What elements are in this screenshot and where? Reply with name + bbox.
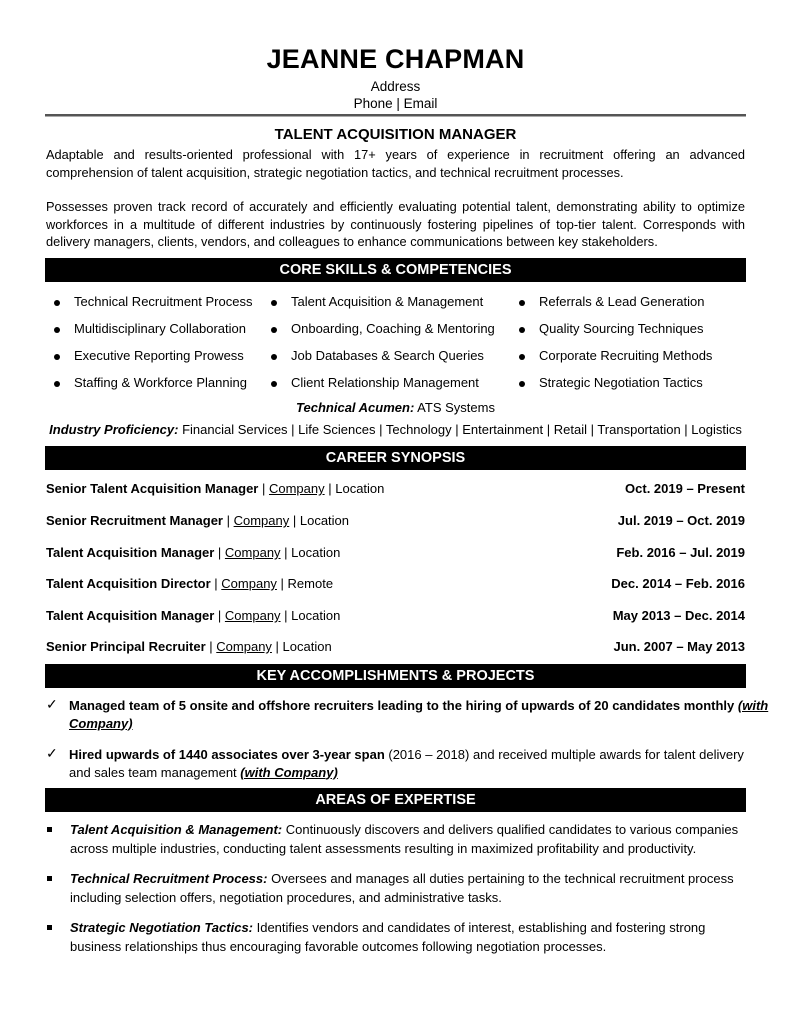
accomplishment-line — [69, 715, 745, 733]
summary-line: comprehension of talent acquisition, strategic negotiation tactics, and technical recruitment processes. — [46, 164, 624, 180]
expertise-item — [70, 919, 746, 956]
accomplishment-detail: (2016 – 2018) and received multiple awards for talent delivery — [384, 747, 744, 762]
expertise-text: across multiple industries, conducting talent assessments resulting in maximized profitability and productivity. — [70, 840, 697, 856]
skill-label: Multidisciplinary Collaboration — [74, 321, 246, 336]
bullet-icon — [54, 381, 60, 387]
square-bullet-icon — [47, 876, 52, 881]
skill-label: Staffing & Workforce Planning — [74, 375, 247, 390]
summary-paragraph-1 — [46, 146, 745, 181]
expertise-label: Strategic Negotiation Tactics: — [70, 920, 253, 935]
section-heading-core-skills: CORE SKILLS & COMPETENCIES — [45, 258, 746, 282]
bullet-icon — [519, 381, 525, 387]
job-info — [46, 513, 349, 529]
bullet-icon — [271, 354, 277, 360]
job-location: Location — [282, 639, 332, 654]
skill-label: Onboarding, Coaching & Mentoring — [291, 321, 495, 336]
skill-label: Talent Acquisition & Management — [291, 294, 484, 309]
job-row — [46, 576, 745, 592]
company-link[interactable]: Company — [221, 576, 277, 591]
separator: | — [280, 608, 292, 623]
address-line: Address — [370, 79, 421, 94]
accomplishment-text: Hired upwards of 1440 associates over 3-year span — [69, 747, 385, 762]
job-row — [46, 608, 745, 624]
summary-paragraph-2 — [46, 198, 745, 251]
company-link[interactable]: Company — [224, 608, 281, 623]
skill-item — [271, 321, 495, 337]
company-tag: (with — [737, 698, 769, 713]
job-row — [46, 639, 745, 655]
job-info — [46, 639, 332, 655]
expertise-item — [70, 821, 746, 858]
job-dates: May 2013 – Dec. 2014 — [612, 608, 745, 623]
bullet-icon — [271, 381, 277, 387]
expertise-text: business relationships thus encouraging favorable outcomes following negotiation processes. — [70, 938, 607, 954]
accomplishment-detail: and sales team management — [69, 764, 241, 780]
expertise-line — [70, 821, 746, 840]
job-location: Location — [291, 545, 341, 560]
bullet-icon — [271, 327, 277, 333]
job-location: Location — [335, 481, 385, 496]
technical-acumen-label: Technical Acumen: — [296, 400, 415, 415]
bullet-icon — [519, 300, 525, 306]
separator: | — [280, 545, 292, 560]
accomplishment-text: Managed team of 5 onsite and offshore recruiters leading to the hiring of upwards of 20 candidates monthly — [69, 698, 738, 713]
job-title: Senior Talent Acquisition Manager — [46, 481, 259, 496]
separator: | — [214, 608, 225, 623]
summary-line: workforces in a multitude of different industries by continuously fostering pipelines of top-tier talent. Corresponds with — [46, 216, 745, 232]
bullet-icon — [54, 300, 60, 306]
summary-line: Possesses proven track record of accurately and efficiently evaluating potential talent, demonstrating ability to optimize — [46, 199, 745, 214]
skill-label: Quality Sourcing Techniques — [539, 321, 704, 336]
job-info — [46, 576, 333, 592]
accomplishment-item — [69, 697, 769, 732]
company-link[interactable]: Company — [224, 545, 281, 560]
expertise-item — [70, 870, 746, 907]
separator: | — [271, 639, 283, 654]
accomplishment-line — [69, 764, 745, 782]
job-title: Talent Acquisition Director — [46, 576, 211, 591]
skill-item — [271, 348, 484, 364]
job-row — [46, 513, 745, 529]
separator: | — [214, 545, 225, 560]
skill-label: Job Databases & Search Queries — [291, 348, 484, 363]
skill-label: Client Relationship Management — [291, 375, 479, 390]
industry-proficiency — [0, 422, 791, 437]
job-info — [46, 608, 340, 624]
job-location: Location — [299, 513, 350, 528]
company-tag: Company) — [69, 715, 133, 731]
bullet-icon — [54, 327, 60, 333]
checkmark-icon: ✓ — [46, 745, 58, 761]
job-location: Remote — [287, 576, 334, 591]
skill-label: Corporate Recruiting Methods — [539, 348, 713, 363]
expertise-label: Talent Acquisition & Management: — [70, 822, 283, 837]
accomplishment-line — [69, 746, 745, 764]
separator: | — [258, 481, 269, 496]
job-title: Senior Recruitment Manager — [46, 513, 223, 528]
bullet-icon — [271, 300, 277, 306]
separator: | — [223, 513, 234, 528]
separator: | — [205, 639, 217, 654]
company-link[interactable]: Company — [216, 639, 272, 654]
skill-item — [271, 375, 479, 391]
job-dates: Jun. 2007 – May 2013 — [613, 639, 745, 654]
section-heading-accomplishments: KEY ACCOMPLISHMENTS & PROJECTS — [45, 664, 746, 688]
expertise-line — [70, 870, 746, 889]
job-title: Senior Principal Recruiter — [46, 639, 206, 654]
bullet-icon — [54, 354, 60, 360]
job-dates: Jul. 2019 – Oct. 2019 — [617, 513, 745, 528]
industry-proficiency-value: Financial Services | Life Sciences | Technology | Entertainment | Retail | Transportation | Logistics — [178, 422, 742, 437]
company-tag: (with Company) — [240, 764, 338, 780]
skill-item — [54, 294, 252, 310]
job-dates: Feb. 2016 – Jul. 2019 — [616, 545, 745, 560]
job-title: Talent Acquisition Manager — [46, 545, 215, 560]
expertise-text: Continuously discovers and delivers qualified candidates to various companies — [282, 822, 739, 837]
phone-email-line: Phone | Email — [353, 96, 438, 111]
square-bullet-icon — [47, 925, 52, 930]
skill-label: Referrals & Lead Generation — [539, 294, 705, 309]
job-info — [46, 481, 384, 497]
job-row — [46, 545, 745, 561]
checkmark-icon: ✓ — [46, 696, 58, 712]
header-divider — [45, 114, 746, 117]
technical-acumen — [0, 400, 791, 415]
company-link[interactable]: Company — [268, 481, 325, 496]
separator: | — [210, 576, 222, 591]
skill-label: Strategic Negotiation Tactics — [539, 375, 703, 390]
accomplishment-line — [69, 697, 769, 715]
summary-line: Adaptable and results-oriented professional with 17+ years of experience in recruitment offering an advanced — [46, 147, 745, 162]
job-info — [46, 545, 340, 561]
bullet-icon — [519, 327, 525, 333]
job-dates: Oct. 2019 – Present — [625, 481, 745, 496]
expertise-label: Technical Recruitment Process: — [70, 871, 268, 886]
separator: | — [324, 481, 336, 496]
professional-title: TALENT ACQUISITION MANAGER — [274, 126, 517, 143]
bullet-icon — [519, 354, 525, 360]
skill-label: Technical Recruitment Process — [74, 294, 253, 309]
job-title: Talent Acquisition Manager — [46, 608, 215, 623]
candidate-name: JEANNE CHAPMAN — [266, 44, 525, 74]
skill-item — [54, 348, 244, 364]
job-dates: Dec. 2014 – Feb. 2016 — [611, 576, 745, 591]
skill-label: Executive Reporting Prowess — [74, 348, 244, 363]
summary-line: delivery managers, clients, vendors, and colleagues to enhance communications between key stakeholders. — [46, 234, 658, 249]
skill-item — [519, 375, 703, 391]
job-row — [46, 481, 745, 497]
industry-proficiency-label: Industry Proficiency: — [49, 422, 179, 437]
separator: | — [289, 513, 300, 528]
square-bullet-icon — [47, 827, 52, 832]
skill-item — [519, 348, 712, 364]
separator: | — [276, 576, 288, 591]
accomplishment-item — [69, 746, 745, 781]
skill-item — [54, 321, 246, 337]
expertise-text: including selection offers, negotiation procedures, and administrative tasks. — [70, 889, 502, 905]
section-heading-expertise: AREAS OF EXPERTISE — [45, 788, 746, 812]
skill-item — [271, 294, 483, 310]
company-link[interactable]: Company — [233, 513, 290, 528]
job-location: Location — [291, 608, 341, 623]
technical-acumen-value: ATS Systems — [414, 400, 495, 415]
skill-item — [54, 375, 247, 391]
skill-item — [519, 294, 704, 310]
section-heading-career-synopsis: CAREER SYNOPSIS — [45, 446, 746, 470]
expertise-line — [70, 919, 746, 938]
expertise-text: Identifies vendors and candidates of interest, establishing and fostering strong — [253, 920, 706, 935]
expertise-text: Oversees and manages all duties pertaining to the technical recruitment process — [267, 871, 734, 886]
skill-item — [519, 321, 704, 337]
